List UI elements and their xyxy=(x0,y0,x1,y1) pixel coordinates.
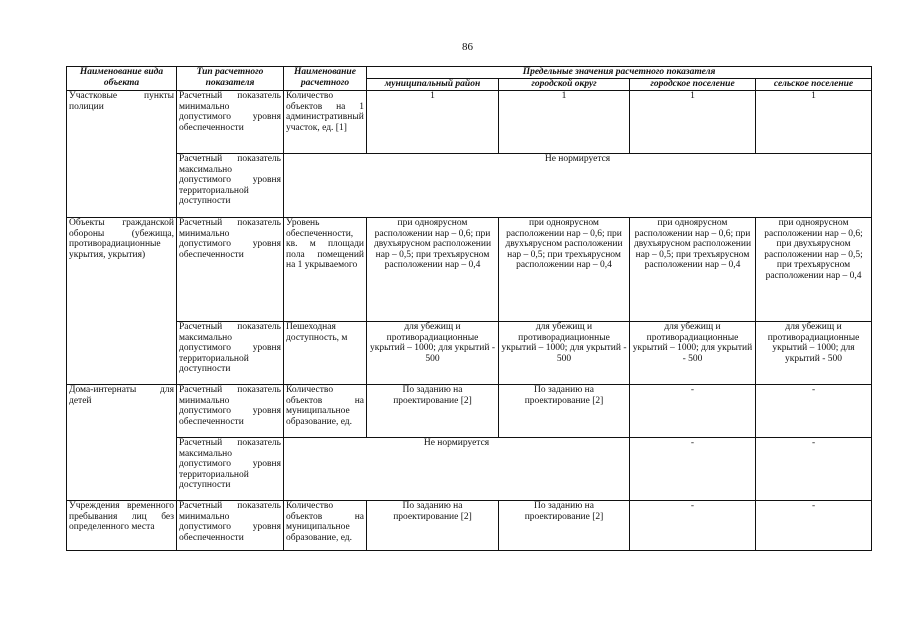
standards-table xyxy=(66,66,872,551)
table-row xyxy=(67,322,872,385)
table-row xyxy=(67,91,872,154)
header-urban-settlement: городское поселение xyxy=(630,79,756,91)
value-cell: 1 xyxy=(756,91,872,154)
page-number: 86 xyxy=(462,41,473,53)
value-cell: По заданию на проектирование [2] xyxy=(499,385,630,438)
indicator-name: Уровень обеспеченности, кв. м площади пола помещений на 1 укрываемого xyxy=(284,218,367,322)
indicator-type: Расчетный показатель минимально допустимого уровня обеспеченности xyxy=(177,218,284,322)
value-cell: для убежищ и противорадиационные укрытий – 1000; для укрытий - 500 xyxy=(367,322,499,385)
indicator-type: Расчетный показатель максимально допустимого уровня территориальной доступности xyxy=(177,322,284,385)
value-cell: при одноярусном расположении нар – 0,6; при двухъярусном расположении нар – 0,5; при трехъярусном расположении нар – 0,4 xyxy=(499,218,630,322)
indicator-name: Количество объектов на муниципальное образование, ед. xyxy=(284,385,367,438)
value-cell: при одноярусном расположении нар – 0,6; при двухъярусном расположении нар – 0,5; при трехъярусном расположении нар – 0,4 xyxy=(756,218,872,322)
value-cell: - xyxy=(756,438,872,501)
table-row xyxy=(67,218,872,322)
indicator-type: Расчетный показатель минимально допустимого уровня обеспеченности xyxy=(177,385,284,438)
value-cell: при одноярусном расположении нар – 0,6; при двухъярусном расположении нар – 0,5; при трехъярусном расположении нар – 0,4 xyxy=(630,218,756,322)
object-name: Учреждения временного пребывания лиц без определенного места xyxy=(67,501,177,551)
table-row xyxy=(67,385,872,438)
header-indicator: Наименование расчетного xyxy=(284,67,367,91)
table-row xyxy=(67,501,872,551)
value-cell: По заданию на проектирование [2] xyxy=(367,385,499,438)
value-cell: для убежищ и противорадиационные укрытий – 1000; для укрытий - 500 xyxy=(630,322,756,385)
header-values: Предельные значения расчетного показателя xyxy=(367,67,872,79)
value-cell: 1 xyxy=(499,91,630,154)
value-cell: По заданию на проектирование [2] xyxy=(367,501,499,551)
value-cell: По заданию на проектирование [2] xyxy=(499,501,630,551)
object-name: Объекты гражданской обороны (убежища, противорадиационные укрытия, укрытия) xyxy=(67,218,177,385)
object-name: Участковые пункты полиции xyxy=(67,91,177,218)
header-city-district: городской округ xyxy=(499,79,630,91)
value-cell: для убежищ и противорадиационные укрытий – 1000; для укрытий - 500 xyxy=(756,322,872,385)
header-name: Наименование вида объекта xyxy=(67,67,177,91)
not-normalized: Не нормируется xyxy=(284,438,630,501)
indicator-type: Расчетный показатель минимально допустимого уровня обеспеченности xyxy=(177,501,284,551)
indicator-name: Пешеходная доступность, м xyxy=(284,322,367,385)
object-name: Дома-интернаты для детей xyxy=(67,385,177,501)
header-rural-settlement: сельское поселение xyxy=(756,79,872,91)
value-cell: - xyxy=(630,501,756,551)
not-normalized: Не нормируется xyxy=(284,154,872,218)
indicator-type: Расчетный показатель минимально допустимого уровня обеспеченности xyxy=(177,91,284,154)
indicator-name: Количество объектов на 1 административный участок, ед. [1] xyxy=(284,91,367,154)
value-cell: - xyxy=(630,385,756,438)
table-row xyxy=(67,438,872,501)
value-cell: при одноярусном расположении нар – 0,6; при двухъярусном расположении нар – 0,5; при трехъярусном расположении нар – 0,4 xyxy=(367,218,499,322)
indicator-name: Количество объектов на муниципальное образование, ед. xyxy=(284,501,367,551)
value-cell: 1 xyxy=(630,91,756,154)
table-row xyxy=(67,154,872,218)
header-municipal-district: муниципальный район xyxy=(367,79,499,91)
value-cell: для убежищ и противорадиационные укрытий – 1000; для укрытий - 500 xyxy=(499,322,630,385)
indicator-type: Расчетный показатель максимально допустимого уровня территориальной доступности xyxy=(177,438,284,501)
value-cell: 1 xyxy=(367,91,499,154)
indicator-type: Расчетный показатель максимально допустимого уровня территориальной доступности xyxy=(177,154,284,218)
header-type: Тип расчетного показателя xyxy=(177,67,284,91)
value-cell: - xyxy=(756,501,872,551)
value-cell: - xyxy=(756,385,872,438)
value-cell: - xyxy=(630,438,756,501)
